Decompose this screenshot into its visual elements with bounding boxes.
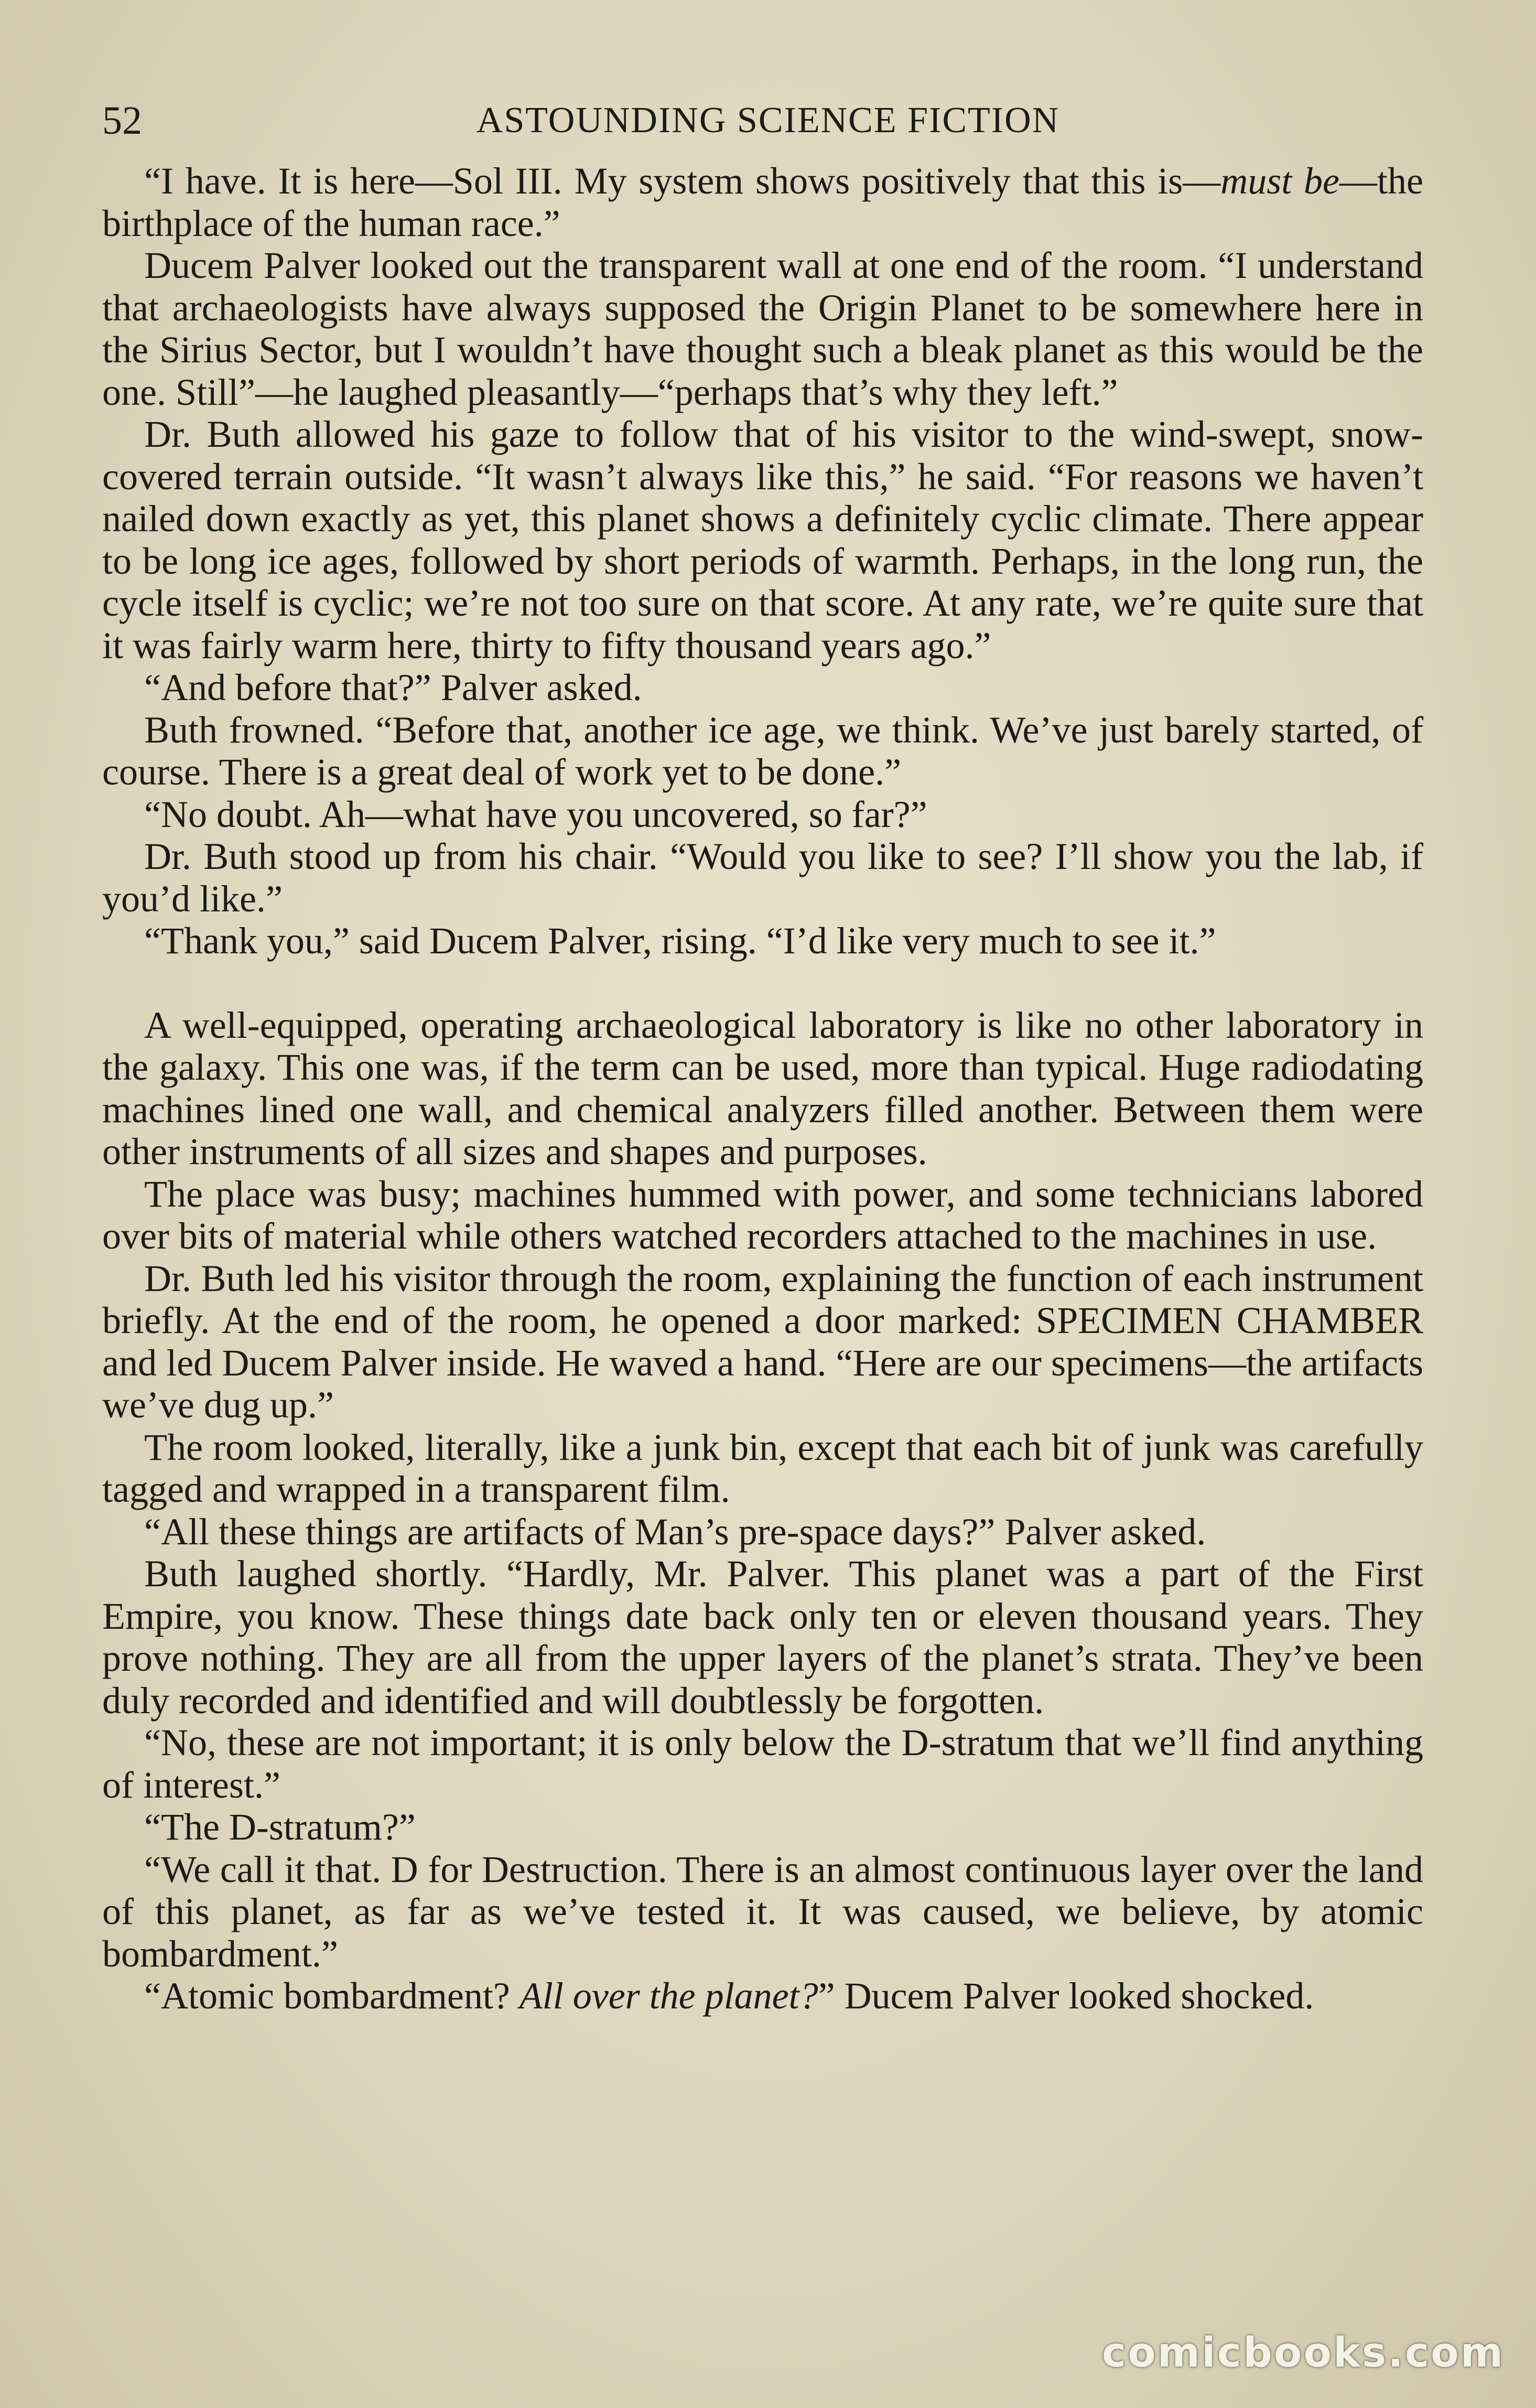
paragraph-text: “And before that?” Palver asked. bbox=[144, 666, 642, 708]
paragraph bbox=[102, 1426, 1423, 1511]
paragraph bbox=[102, 1173, 1423, 1257]
paragraph-text: “All these things are artifacts of Man’s pre-space days?” Palver asked. bbox=[144, 1510, 1206, 1553]
italic-text: must be bbox=[1220, 160, 1340, 202]
paragraph bbox=[102, 709, 1423, 793]
paragraph bbox=[102, 793, 1423, 836]
paragraph bbox=[102, 1511, 1423, 1553]
paragraph bbox=[102, 160, 1423, 244]
page-number: 52 bbox=[102, 99, 142, 143]
paragraph-text: “We call it that. D for Destruction. There is an almost continuous layer over the land of this planet, as far as we’ve tested it. It was caused, we believe, by atomic bombardment.” bbox=[102, 1848, 1423, 1975]
italic-text: All over the planet? bbox=[519, 1975, 818, 2017]
paragraph-text: Ducem Palver looked out the transparent wall at one end of the room. “I understand that archaeologists have always supposed the Origin Planet to be somewhere here in the Sirius Sector, but I wouldn’t have thought such a bleak planet as this would be the one. Still”—he laughed pleasantly—“perhaps that’s why they left.” bbox=[102, 244, 1423, 413]
paragraph-text: The place was busy; machines hummed with power, and some technicians labored over bits of material while others watched recorders attached to the machines in use. bbox=[102, 1173, 1423, 1257]
paragraph-text: Dr. Buth allowed his gaze to follow that of his visitor to the wind-swept, snow-covered terrain outside. “It wasn’t always like this,” he said. “For reasons we haven’t nailed down exactly as yet, this planet shows a definitely cyclic climate. There appear to be long ice ages, followed by short periods of warmth. Perhaps, in the long run, the cycle itself is cyclic; we’re not too sure on that score. At any rate, we’re quite sure that it was fairly warm here, thirty to fifty thousand years ago.” bbox=[102, 413, 1423, 666]
paragraph-text: —the birthplace of the human race.” bbox=[102, 160, 1423, 244]
paragraph-text: Dr. Buth stood up from his chair. “Would you like to see? I’ll show you the lab, if you’d like.” bbox=[102, 835, 1423, 920]
page-header bbox=[102, 92, 1434, 149]
paragraph-text: “No doubt. Ah—what have you uncovered, so far?” bbox=[144, 793, 927, 835]
paragraph bbox=[102, 1004, 1423, 1173]
paragraph-text: “I have. It is here—Sol III. My system shows positively that this is— bbox=[144, 160, 1221, 202]
paragraph-text: The room looked, literally, like a junk bin, except that each bit of junk was carefully tagged and wrapped in a transparent film. bbox=[102, 1426, 1423, 1510]
paragraph-text: “Atomic bombardment? bbox=[144, 1975, 520, 2017]
paragraph-text: A well-equipped, operating archaeological laboratory is like no other laboratory in the galaxy. This one was, if the term can be used, more than typical. Huge radiodating machines lined one wall, and chemical analyzers filled another. Between them were other instruments of all sizes and shapes and purposes. bbox=[102, 1004, 1423, 1173]
paragraph bbox=[102, 835, 1423, 920]
paragraph-text: “Thank you,” said Ducem Palver, rising. “I’d like very much to see it.” bbox=[144, 920, 1216, 962]
paragraph-text: Buth frowned. “Before that, another ice age, we think. We’ve just barely started, of course. There is a great deal of work yet to be done.” bbox=[102, 708, 1423, 793]
paragraph bbox=[102, 1806, 1423, 1848]
paragraph-text: Dr. Buth led his visitor through the room, explaining the function of each instrument briefly. At the end of the room, he opened a door marked: SPECIMEN CHAMBER and led Ducem Palver inside. He waved a hand. “Here are our specimens—the artifacts we’ve dug up.” bbox=[102, 1257, 1423, 1426]
paragraph bbox=[102, 1553, 1423, 1722]
paragraph bbox=[102, 1975, 1423, 2017]
paragraph-text: “No, these are not important; it is only below the D-stratum that we’ll find anything of interest.” bbox=[102, 1722, 1423, 1806]
running-head: ASTOUNDING SCIENCE FICTION bbox=[476, 100, 1060, 141]
paragraph bbox=[102, 1848, 1423, 1975]
paragraph-text: ” Ducem Palver looked shocked. bbox=[818, 1975, 1314, 2017]
paragraph bbox=[102, 413, 1423, 666]
paragraph bbox=[102, 1722, 1423, 1806]
paragraph bbox=[102, 666, 1423, 709]
paragraph-text: “The D-stratum?” bbox=[144, 1806, 416, 1848]
paragraph bbox=[102, 920, 1423, 962]
paragraph-text: Buth laughed shortly. “Hardly, Mr. Palver. This planet was a part of the First Empire, you know. These things date back only ten or eleven thousand years. They prove nothing. They are all from the upper layers of the planet’s strata. They’ve been duly recorded and identified and will doubtlessly be forgotten. bbox=[102, 1553, 1423, 1722]
watermark: comicbooks.com bbox=[1101, 2329, 1505, 2377]
body-text bbox=[102, 160, 1423, 2017]
paragraph bbox=[102, 1257, 1423, 1426]
paragraph bbox=[102, 244, 1423, 413]
